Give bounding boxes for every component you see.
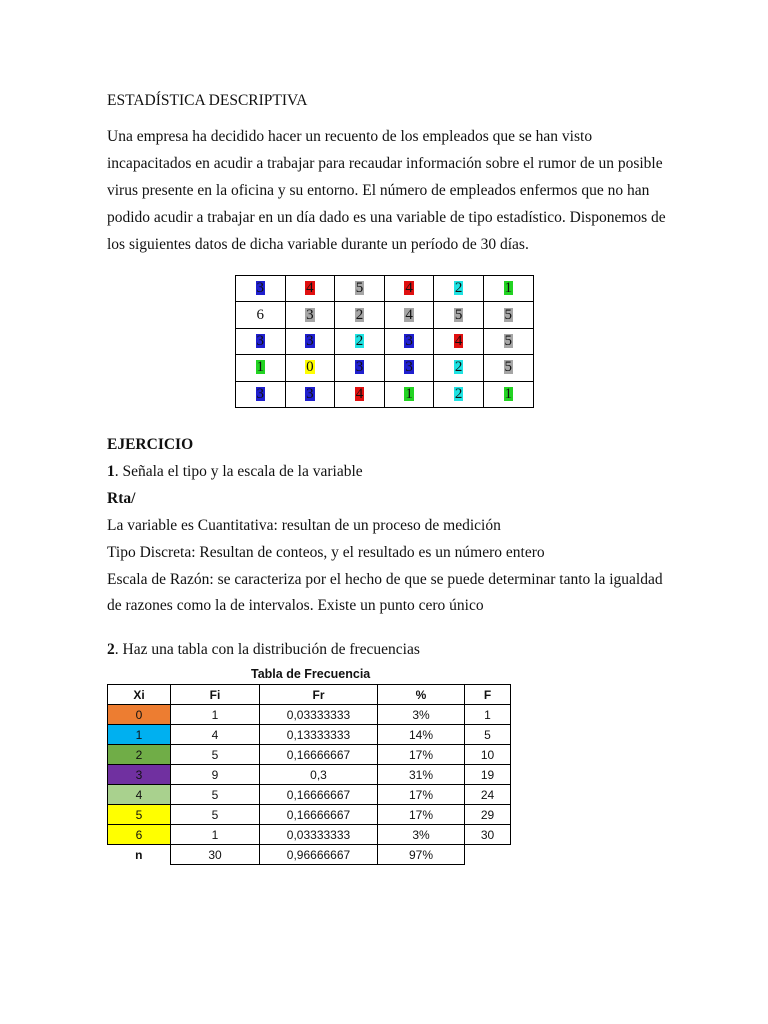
intro-line-4: podido acudir a trabajar en un día dado es una variable de tipo estadístico. Disponemos de [107,209,666,226]
answer-line-3: Escala de Razón: se caracteriza por el hecho de que se puede determinar tanto la igualdad [107,571,663,588]
grid-cell [285,276,335,302]
grid-cell-value: 3 [306,385,314,402]
grid-cell-value: 4 [306,280,314,297]
grid-cell-value: 3 [256,280,265,297]
grid-cell-value: 5 [504,306,513,323]
grid-cell [285,328,335,354]
grid-cell [483,355,533,381]
question-1 [107,463,363,481]
grid-cell [483,276,533,302]
grid-cell [335,381,385,407]
frequency-row [108,705,511,725]
header-cumulative: F [465,685,511,705]
grid-cell-value: 2 [355,332,364,349]
cell-fi: 5 [171,745,260,765]
cell-fi: 1 [171,825,260,845]
cell-xi: 3 [108,765,171,785]
cell-fr: 0,13333333 [260,725,378,745]
cell-fr: 0,03333333 [260,825,378,845]
cell-xi: 0 [108,705,171,725]
cell-cumulative: 5 [465,725,511,745]
grid-cell-value: 2 [454,280,463,297]
grid-row [236,355,534,381]
grid-cell [384,302,434,328]
grid-cell-value: 3 [256,385,265,402]
answer-line-4: de razones como la de intervalos. Existe un punto cero único [107,597,484,614]
cell-xi: 2 [108,745,171,765]
grid-cell [285,355,335,381]
cell-percent: 31% [378,765,465,785]
cell-percent: 17% [378,745,465,765]
grid-cell-value: 1 [504,280,513,297]
answer-label: Rta/ [107,490,136,507]
grid-cell-value: 4 [355,385,364,402]
frequency-row [108,745,511,765]
cell-fi: 9 [171,765,260,785]
cell-percent: 17% [378,805,465,825]
total-empty-cell [465,845,511,865]
grid-cell-value: 3 [256,332,265,349]
grid-row [236,276,534,302]
grid-cell-value: 5 [504,332,513,349]
grid-cell-value: 3 [405,359,413,376]
grid-cell [285,381,335,407]
frequency-table [107,684,511,865]
grid-cell [434,302,484,328]
grid-cell [434,276,484,302]
grid-cell [384,381,434,407]
frequency-table-header [108,685,511,705]
intro-line-5: los siguientes datos de dicha variable durante un período de 30 días. [107,236,529,253]
grid-row [236,302,534,328]
cell-xi: 6 [108,825,171,845]
question-1-text: . Señala el tipo y la escala de la variable [114,463,363,480]
frequency-table-title: Tabla de Frecuencia [251,667,371,681]
document-title: ESTADÍSTICA DESCRIPTIVA [107,92,308,109]
grid-cell-value: 5 [355,280,364,297]
grid-cell-value: 2 [355,306,364,323]
cell-fr: 0,16666667 [260,785,378,805]
grid-cell [384,355,434,381]
grid-cell [335,328,385,354]
question-2-text: . Haz una tabla con la distribución de frecuencias [114,641,420,658]
grid-cell-value: 5 [454,306,463,323]
answer-line-2: Tipo Discreta: Resultan de conteos, y el resultado es un número entero [107,544,545,561]
grid-cell-value: 3 [405,332,413,349]
cell-percent: 3% [378,705,465,725]
intro-line-3: virus presente en la oficina y su entorno. El número de empleados enfermos que no han [107,182,650,199]
cell-xi: 4 [108,785,171,805]
grid-cell-value: 2 [454,359,463,376]
grid-row [236,381,534,407]
grid-cell [236,276,286,302]
frequency-row [108,805,511,825]
grid-cell-value: 1 [256,359,265,376]
total-fi: 30 [171,845,260,865]
frequency-row [108,825,511,845]
cell-cumulative: 24 [465,785,511,805]
cell-cumulative: 10 [465,745,511,765]
header-fr: Fr [260,685,378,705]
grid-cell [434,355,484,381]
grid-cell [285,302,335,328]
grid-cell [434,381,484,407]
frequency-row [108,725,511,745]
grid-row [236,328,534,354]
grid-cell-value: 2 [454,385,463,402]
grid-cell [236,355,286,381]
grid-cell [335,302,385,328]
cell-fi: 5 [171,805,260,825]
grid-cell-value: 3 [355,359,364,376]
cell-percent: 14% [378,725,465,745]
cell-fi: 1 [171,705,260,725]
total-percent: 97% [378,845,465,865]
grid-cell-value: 6 [256,306,265,323]
header-xi: Xi [108,685,171,705]
grid-cell [384,328,434,354]
cell-fr: 0,16666667 [260,745,378,765]
grid-cell [236,381,286,407]
answer-line-1: La variable es Cuantitativa: resultan de un proceso de medición [107,517,501,534]
grid-cell-value: 0 [306,359,314,376]
cell-cumulative: 29 [465,805,511,825]
grid-cell [483,328,533,354]
cell-cumulative: 1 [465,705,511,725]
cell-fi: 4 [171,725,260,745]
grid-cell [335,276,385,302]
frequency-row [108,765,511,785]
cell-cumulative: 19 [465,765,511,785]
cell-fr: 0,3 [260,765,378,785]
header-percent: % [378,685,465,705]
grid-cell [236,302,286,328]
grid-cell [483,302,533,328]
total-label: n [135,847,143,862]
question-2-number: 2 [107,641,115,658]
question-2 [107,641,420,659]
grid-cell-value: 5 [504,359,513,376]
cell-fr: 0,03333333 [260,705,378,725]
cell-fi: 5 [171,785,260,805]
question-1-number: 1 [107,463,115,480]
cell-cumulative: 30 [465,825,511,845]
grid-cell [483,381,533,407]
cell-xi: 5 [108,805,171,825]
total-fr: 0,96666667 [260,845,378,865]
data-grid [235,275,534,408]
grid-cell-value: 1 [504,385,513,402]
grid-cell-value: 3 [306,306,314,323]
intro-line-2: incapacitados en acudir a trabajar para recaudar información sobre el rumor de un posible [107,155,663,172]
cell-percent: 3% [378,825,465,845]
header-fi: Fi [171,685,260,705]
cell-xi: 1 [108,725,171,745]
grid-cell-value: 1 [405,385,413,402]
grid-cell [434,328,484,354]
cell-fr: 0,16666667 [260,805,378,825]
exercise-heading: EJERCICIO [107,436,194,453]
grid-cell-value: 3 [306,332,314,349]
grid-cell-value: 4 [405,280,413,297]
grid-cell-value: 4 [454,332,463,349]
frequency-total-row [108,845,511,865]
cell-percent: 17% [378,785,465,805]
frequency-row [108,785,511,805]
grid-cell [236,328,286,354]
grid-cell-value: 4 [405,306,413,323]
grid-cell [335,355,385,381]
intro-line-1: Una empresa ha decidido hacer un recuento de los empleados que se han visto [107,128,593,145]
grid-cell [384,276,434,302]
